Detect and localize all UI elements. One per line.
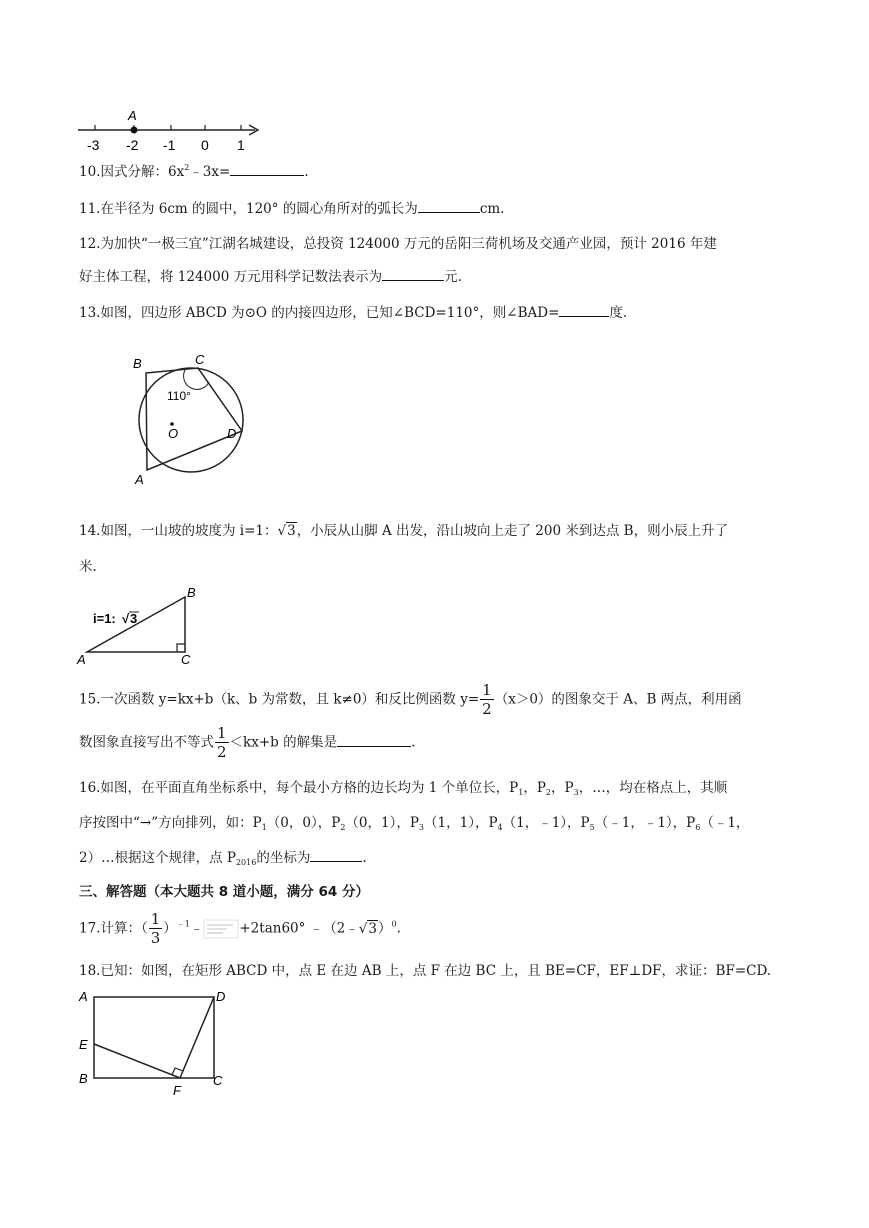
question-text: 17.计算：（ (79, 920, 148, 937)
subscript: 5 (589, 823, 595, 832)
denominator: 3 (150, 929, 161, 947)
question-text: 11.在半径为 6cm 的圆中，120° 的圆心角所对的弧长为 (79, 201, 418, 217)
question-15-line-1 (79, 683, 742, 717)
question-16-line-2 (79, 811, 749, 832)
question-text: （x＞0）的图象交于 A、B 两点，利用函 (494, 691, 742, 708)
punctuation: . (411, 734, 416, 751)
exponent: 2 (184, 163, 190, 172)
question-text: 因式分解：6x (100, 164, 185, 180)
inscribed-quadrilateral-figure (125, 350, 260, 490)
answer-blank[interactable] (559, 302, 609, 317)
question-17 (79, 912, 401, 946)
rectangle-abcd-figure (75, 985, 235, 1105)
question-text: 12.为加快“一极三宜”江湖名城建设，总投资 124000 万元的岳阳三荷机场及交通产业园，预计 2016 年建 (79, 236, 717, 252)
question-12-line-1 (79, 232, 717, 252)
subscript: 1 (261, 823, 267, 832)
exponent: 0 (391, 919, 397, 929)
segments-ef-fd (94, 997, 214, 1078)
sqrt-expression: √3 (277, 523, 296, 539)
slope-triangle-figure (75, 585, 205, 670)
question-text: ﹣3x= (189, 164, 231, 180)
question-text: （0，1），P (345, 815, 419, 831)
question-text: （﹣1，﹣1），P (594, 815, 696, 831)
subscript: 6 (695, 823, 701, 832)
operator: ﹣ (189, 920, 204, 937)
tick-label: -1 (163, 137, 176, 153)
fraction (215, 726, 229, 760)
garbled-formula-image (203, 918, 239, 940)
sqrt-expression: √3 (358, 920, 377, 937)
question-16-line-3 (79, 846, 367, 867)
slope-radicand: 3 (130, 611, 138, 626)
section-heading (79, 880, 369, 900)
vertex-label: A (77, 652, 86, 667)
question-16-line-1 (79, 776, 727, 797)
angle-label: 110° (167, 389, 191, 403)
exponent: ﹣1 (176, 919, 190, 929)
answer-blank[interactable] (382, 266, 444, 281)
point-a-dot (131, 127, 138, 134)
question-11 (79, 197, 504, 217)
fraction (480, 683, 494, 717)
subscript: 1 (518, 788, 524, 797)
unit-text: 度. (609, 305, 628, 321)
question-text: ，小辰从山脚 A 出发，沿山坡向上走了 200 米到达点 B，则小辰上升了 (296, 523, 729, 539)
subscript: 2016 (235, 858, 257, 867)
question-text: 13.如图，四边形 ABCD 为⊙O 的内接四边形，已知∠BCD=110°，则∠BAD= (79, 305, 560, 321)
vertex-label: C (181, 652, 191, 667)
circle-o (139, 368, 243, 472)
punctuation: . (304, 164, 309, 180)
vertex-label: C (195, 352, 205, 367)
slope-label: i=1: (93, 611, 116, 626)
question-text: 好主体工程，将 124000 万元用科学记数法表示为 (79, 269, 383, 285)
numerator: 1 (217, 724, 227, 742)
question-text: 的坐标为 (256, 850, 311, 866)
subscript: 3 (573, 788, 579, 797)
subscript: 2 (340, 823, 346, 832)
point-a-label: A (128, 108, 137, 123)
fraction (149, 912, 163, 946)
question-text: 14.如图，一山坡的坡度为 i=1： (79, 523, 278, 539)
question-text: 16.如图，在平面直角坐标系中，每个最小方格的边长均为 1 个单位长，P (79, 780, 519, 796)
vertex-label: C (213, 1073, 223, 1088)
question-number: 10. (79, 164, 101, 180)
answer-blank[interactable] (230, 161, 304, 176)
vertex-label: A (79, 989, 88, 1004)
tick-label: -3 (87, 137, 100, 153)
question-text: 15.一次函数 y=kx+b（k、b 为常数，且 k≠0）和反比例函数 y= (79, 691, 480, 708)
vertex-label: D (227, 426, 237, 441)
unit-text: cm. (479, 201, 505, 217)
paren: ） (377, 920, 392, 937)
question-text: 2）…根据这个规律，点 P (79, 850, 236, 866)
radicand: 3 (287, 523, 296, 539)
question-text: 序按图中“→”方向排列，如：P (79, 815, 262, 831)
question-13 (79, 301, 627, 321)
sqrt-sign: √ (122, 611, 130, 626)
rectangle-abcd (94, 997, 214, 1078)
radicand: 3 (368, 920, 377, 937)
question-text: 18.已知：如图，在矩形 ABCD 中，点 E 在边 AB 上，点 F 在边 BC 上，且 BE=CF，EF⊥DF，求证：BF=CD. (79, 963, 772, 979)
tick-label: 1 (237, 137, 245, 153)
punctuation: . (362, 850, 367, 866)
section-title: 三、解答题（本大题共 8 道小题，满分 64 分） (79, 884, 369, 900)
question-text: ，…，均在格点上，其顺 (578, 780, 728, 796)
question-text: （﹣1， (700, 815, 750, 831)
vertex-label: B (133, 356, 142, 371)
tick-label: 0 (201, 137, 209, 153)
unit-text: 元. (444, 269, 462, 285)
question-text: 数图象直接写出不等式 (79, 734, 214, 751)
punctuation: . (396, 920, 401, 937)
answer-blank[interactable] (337, 732, 411, 747)
subscript: 4 (497, 823, 503, 832)
question-10 (79, 160, 309, 180)
unit-text: 米. (79, 559, 97, 575)
subscript: 3 (418, 823, 425, 832)
vertex-label: A (135, 472, 144, 487)
question-text: （0，0），P (266, 815, 341, 831)
question-12-line-2 (79, 265, 462, 285)
question-text: +2tan60° ﹣（2﹣ (239, 920, 359, 937)
vertex-label: B (187, 585, 196, 600)
vertex-label: B (79, 1071, 88, 1086)
numerator: 1 (482, 681, 492, 699)
question-text: ＜kx+b 的解集是 (229, 734, 338, 751)
tick-label: -2 (126, 137, 139, 153)
vertex-label: F (173, 1083, 181, 1098)
vertex-label: D (216, 989, 226, 1004)
question-text: （1，﹣1），P (502, 815, 590, 831)
numerator: 1 (150, 910, 161, 928)
number-line-figure (75, 105, 270, 155)
subscript: 2 (545, 788, 552, 797)
center-label: O (168, 426, 179, 441)
answer-blank[interactable] (310, 847, 362, 862)
question-text: （1，1），P (424, 815, 498, 831)
question-18 (79, 959, 771, 979)
denominator: 2 (482, 700, 492, 718)
vertex-label: E (79, 1037, 88, 1052)
denominator: 2 (217, 743, 227, 761)
answer-blank[interactable] (418, 198, 480, 213)
question-text: ，P (523, 780, 546, 796)
question-text: ，P (551, 780, 574, 796)
paren: ） (163, 920, 177, 937)
question-15-line-2 (79, 726, 415, 760)
question-14-line-2 (79, 555, 97, 575)
question-14-line-1 (79, 519, 728, 539)
